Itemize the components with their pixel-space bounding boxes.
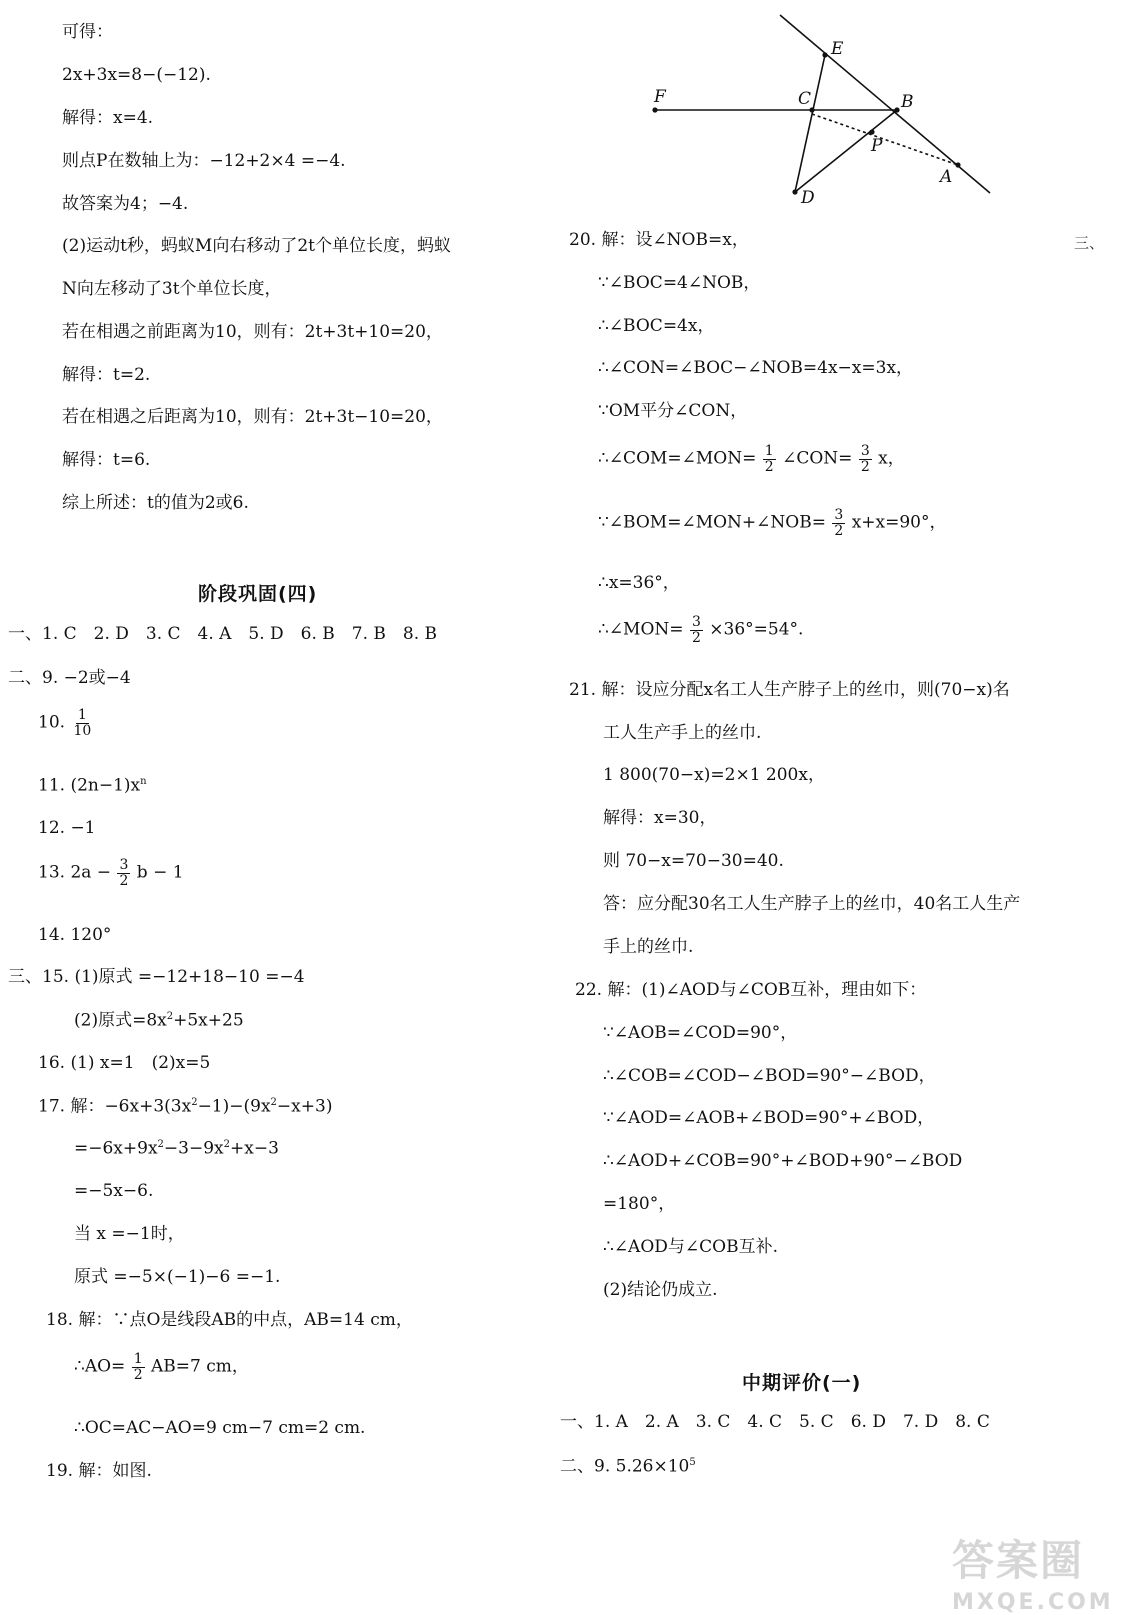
answer-line: 解得：x=30， [603,808,717,828]
answer-line: 一、1. A 2. A 3. C 4. C 5. C 6. D 7. D 8. C [560,1412,990,1432]
answer-text: −x+3) [276,1096,333,1117]
answer-line: 则 70−x=70−30=40. [603,851,784,871]
label-d: D [801,188,815,208]
label-b: B [901,92,914,112]
answer-line: 1 800(70−x)=2×1 200x， [603,765,825,785]
answer-text: (2)原式=8x [74,1010,167,1031]
answer-text: 17. 解：−6x+3(3x [38,1096,192,1117]
answer-line: 工人生产手上的丝巾. [603,723,762,743]
answer-line: ∴∠COB=∠COD−∠BOD=90°−∠BOD， [603,1066,936,1086]
answer-text: 11. (2n−1)x [38,775,141,796]
edge-fragment: 三、 [1074,234,1105,252]
answer-line [38,777,147,795]
fraction [690,615,703,645]
answer-line: =180°， [603,1194,676,1214]
answer-line: 19. 解：如图. [46,1461,152,1481]
answer-text: ∴∠MON= [598,619,684,640]
answer-line [74,1012,244,1030]
answer-line: 21. 解：设应分配x名工人生产脖子上的丝巾，则(70−x)名 [569,680,1010,700]
answer-text: −3−9x [163,1138,224,1159]
answer-text: x+x=90°， [851,512,947,533]
answer-line: =−5x−6. [74,1181,154,1201]
fraction [859,444,872,474]
answer-line: ∵∠AOD=∠AOB+∠BOD=90°+∠BOD， [603,1108,935,1128]
answer-line: ∴∠AOD+∠COB=90°+∠BOD+90°−∠BOD [603,1151,963,1171]
answer-line: ∴x=36°， [598,573,680,593]
answer-line: 16. (1) x=1 (2)x=5 [38,1053,211,1073]
label-e: E [831,39,844,59]
answer-line: 14. 120° [38,925,112,945]
answer-line: 手上的丝巾. [603,937,694,957]
fraction [117,858,130,888]
watermark-text: 答案圈 [952,1536,1085,1585]
answer-line [598,615,803,645]
answer-text: +x−3 [230,1138,279,1159]
numerator: 1 [77,707,87,723]
answer-text: ∴∠COM=∠MON= [598,448,757,469]
answer-text: −1)−(9x [197,1096,271,1117]
answer-line: ∵OM平分∠CON， [598,401,748,421]
answer-text: ∵∠BOM=∠MON+∠NOB= [598,512,826,533]
text-line: 若在相遇之前距离为10，则有：2t+3t+10=20， [62,322,443,342]
text-line: 2x+3x=8−(−12). [62,65,211,85]
answer-line [598,508,947,538]
point-b [894,107,899,112]
answer-line: ∵∠AOB=∠COD=90°， [603,1023,798,1043]
answer-line: 20. 解：设∠NOB=x， [569,230,749,250]
answer-line: (2)结论仍成立. [603,1280,718,1300]
answer-line [38,1098,332,1116]
numerator: 3 [119,857,129,873]
point-p [869,129,874,134]
answer-text: b − 1 [136,862,184,883]
point-e [822,52,827,57]
section-title: 中期评价(一) [742,1372,862,1394]
answer-text: x， [878,448,905,469]
answer-line [598,444,905,474]
text-line: 解得：x=4. [62,108,154,128]
answer-text: ×36°=54°. [709,619,804,640]
answer-text: 13. 2a − [38,862,112,883]
watermark-url: MXQE.COM [952,1590,1114,1615]
superscript: 2 [270,1097,277,1108]
answer-text: ∠CON= [782,448,853,469]
text-line: 则点P在数轴上为：−12+2×4 =−4. [62,151,346,171]
answer-line [38,708,94,738]
answer-line [74,1140,279,1158]
text-line: 若在相遇之后距离为10，则有：2t+3t−10=20， [62,407,443,427]
text-line: 综上所述：t的值为2或6. [62,493,249,513]
denominator: 2 [133,1366,143,1383]
text-line: (2)运动t秒，蚂蚁M向右移动了2t个单位长度，蚂蚁 [62,236,451,256]
geometry-figure [640,10,1010,210]
answer-text: ∴AO= [74,1356,126,1377]
answer-line [560,1458,696,1476]
denominator: 10 [73,722,92,739]
fraction [71,708,93,738]
answer-line: 原式 =−5×(−1)−6 =−1. [74,1267,281,1287]
answer-line: 二、9. −2或−4 [8,668,131,688]
numerator: 3 [691,614,701,630]
watermark-logo [952,1528,1114,1615]
text-line: N向左移动了3t个单位长度， [62,279,282,299]
answer-text: 二、9. 5.26×10 [560,1456,690,1477]
text-line: 解得：t=6. [62,450,151,470]
superscript: 2 [166,1011,174,1022]
point-d [792,189,797,194]
label-p: P [871,136,883,156]
fraction [763,444,776,474]
fraction [132,1352,145,1382]
denominator: 2 [834,522,844,539]
point-a [955,162,960,167]
label-a: A [940,167,953,187]
answer-text: =−6x+9x [74,1138,158,1159]
answer-line: 22. 解：(1)∠AOD与∠COB互补，理由如下： [575,980,927,1000]
label-f: F [654,87,666,107]
numerator: 1 [133,1351,143,1367]
answer-line: ∴∠AOD与∠COB互补. [603,1237,778,1257]
denominator: 2 [119,872,129,889]
point-f [652,107,657,112]
segment-cp-dashed [812,114,958,165]
fraction [832,508,845,538]
answer-line: ∴OC=AC−AO=9 cm−7 cm=2 cm. [74,1418,366,1438]
answer-line: 12. −1 [38,818,96,838]
answer-text: +5x+25 [173,1010,244,1031]
answer-line [38,858,184,888]
superscript: n [140,776,147,787]
superscript: 5 [689,1457,696,1468]
superscript: 2 [157,1139,164,1150]
answer-line: 三、15. (1)原式 =−12+18−10 =−4 [8,967,305,987]
answer-line: 一、1. C 2. D 3. C 4. A 5. D 6. B 7. B 8. B [8,624,438,644]
answer-line: ∵∠BOC=4∠NOB， [598,273,761,293]
answer-number: 10. [38,712,66,733]
answer-line: 答：应分配30名工人生产脖子上的丝巾，40名工人生产 [603,894,1021,914]
answer-line: 当 x =−1时， [74,1224,185,1244]
numerator: 1 [764,443,774,459]
answer-line: 18. 解：∵点O是线段AB的中点，AB=14 cm， [46,1310,413,1330]
label-c: C [798,89,812,109]
text-line: 故答案为4；−4. [62,194,189,214]
denominator: 2 [860,458,870,475]
text-line: 可得： [62,22,113,42]
numerator: 3 [834,507,844,523]
section-title: 阶段巩固(四) [198,583,318,605]
denominator: 2 [764,458,774,475]
answer-line: ∴∠CON=∠BOC−∠NOB=4x−x=3x， [598,358,914,378]
denominator: 2 [691,629,701,646]
numerator: 3 [860,443,870,459]
answer-line: ∴∠BOC=4x， [598,316,715,336]
superscript: 2 [223,1139,231,1150]
text-line: 解得：t=2. [62,365,151,385]
answer-text: AB=7 cm， [151,1356,249,1377]
answer-line [74,1352,249,1382]
superscript: 2 [191,1097,198,1108]
